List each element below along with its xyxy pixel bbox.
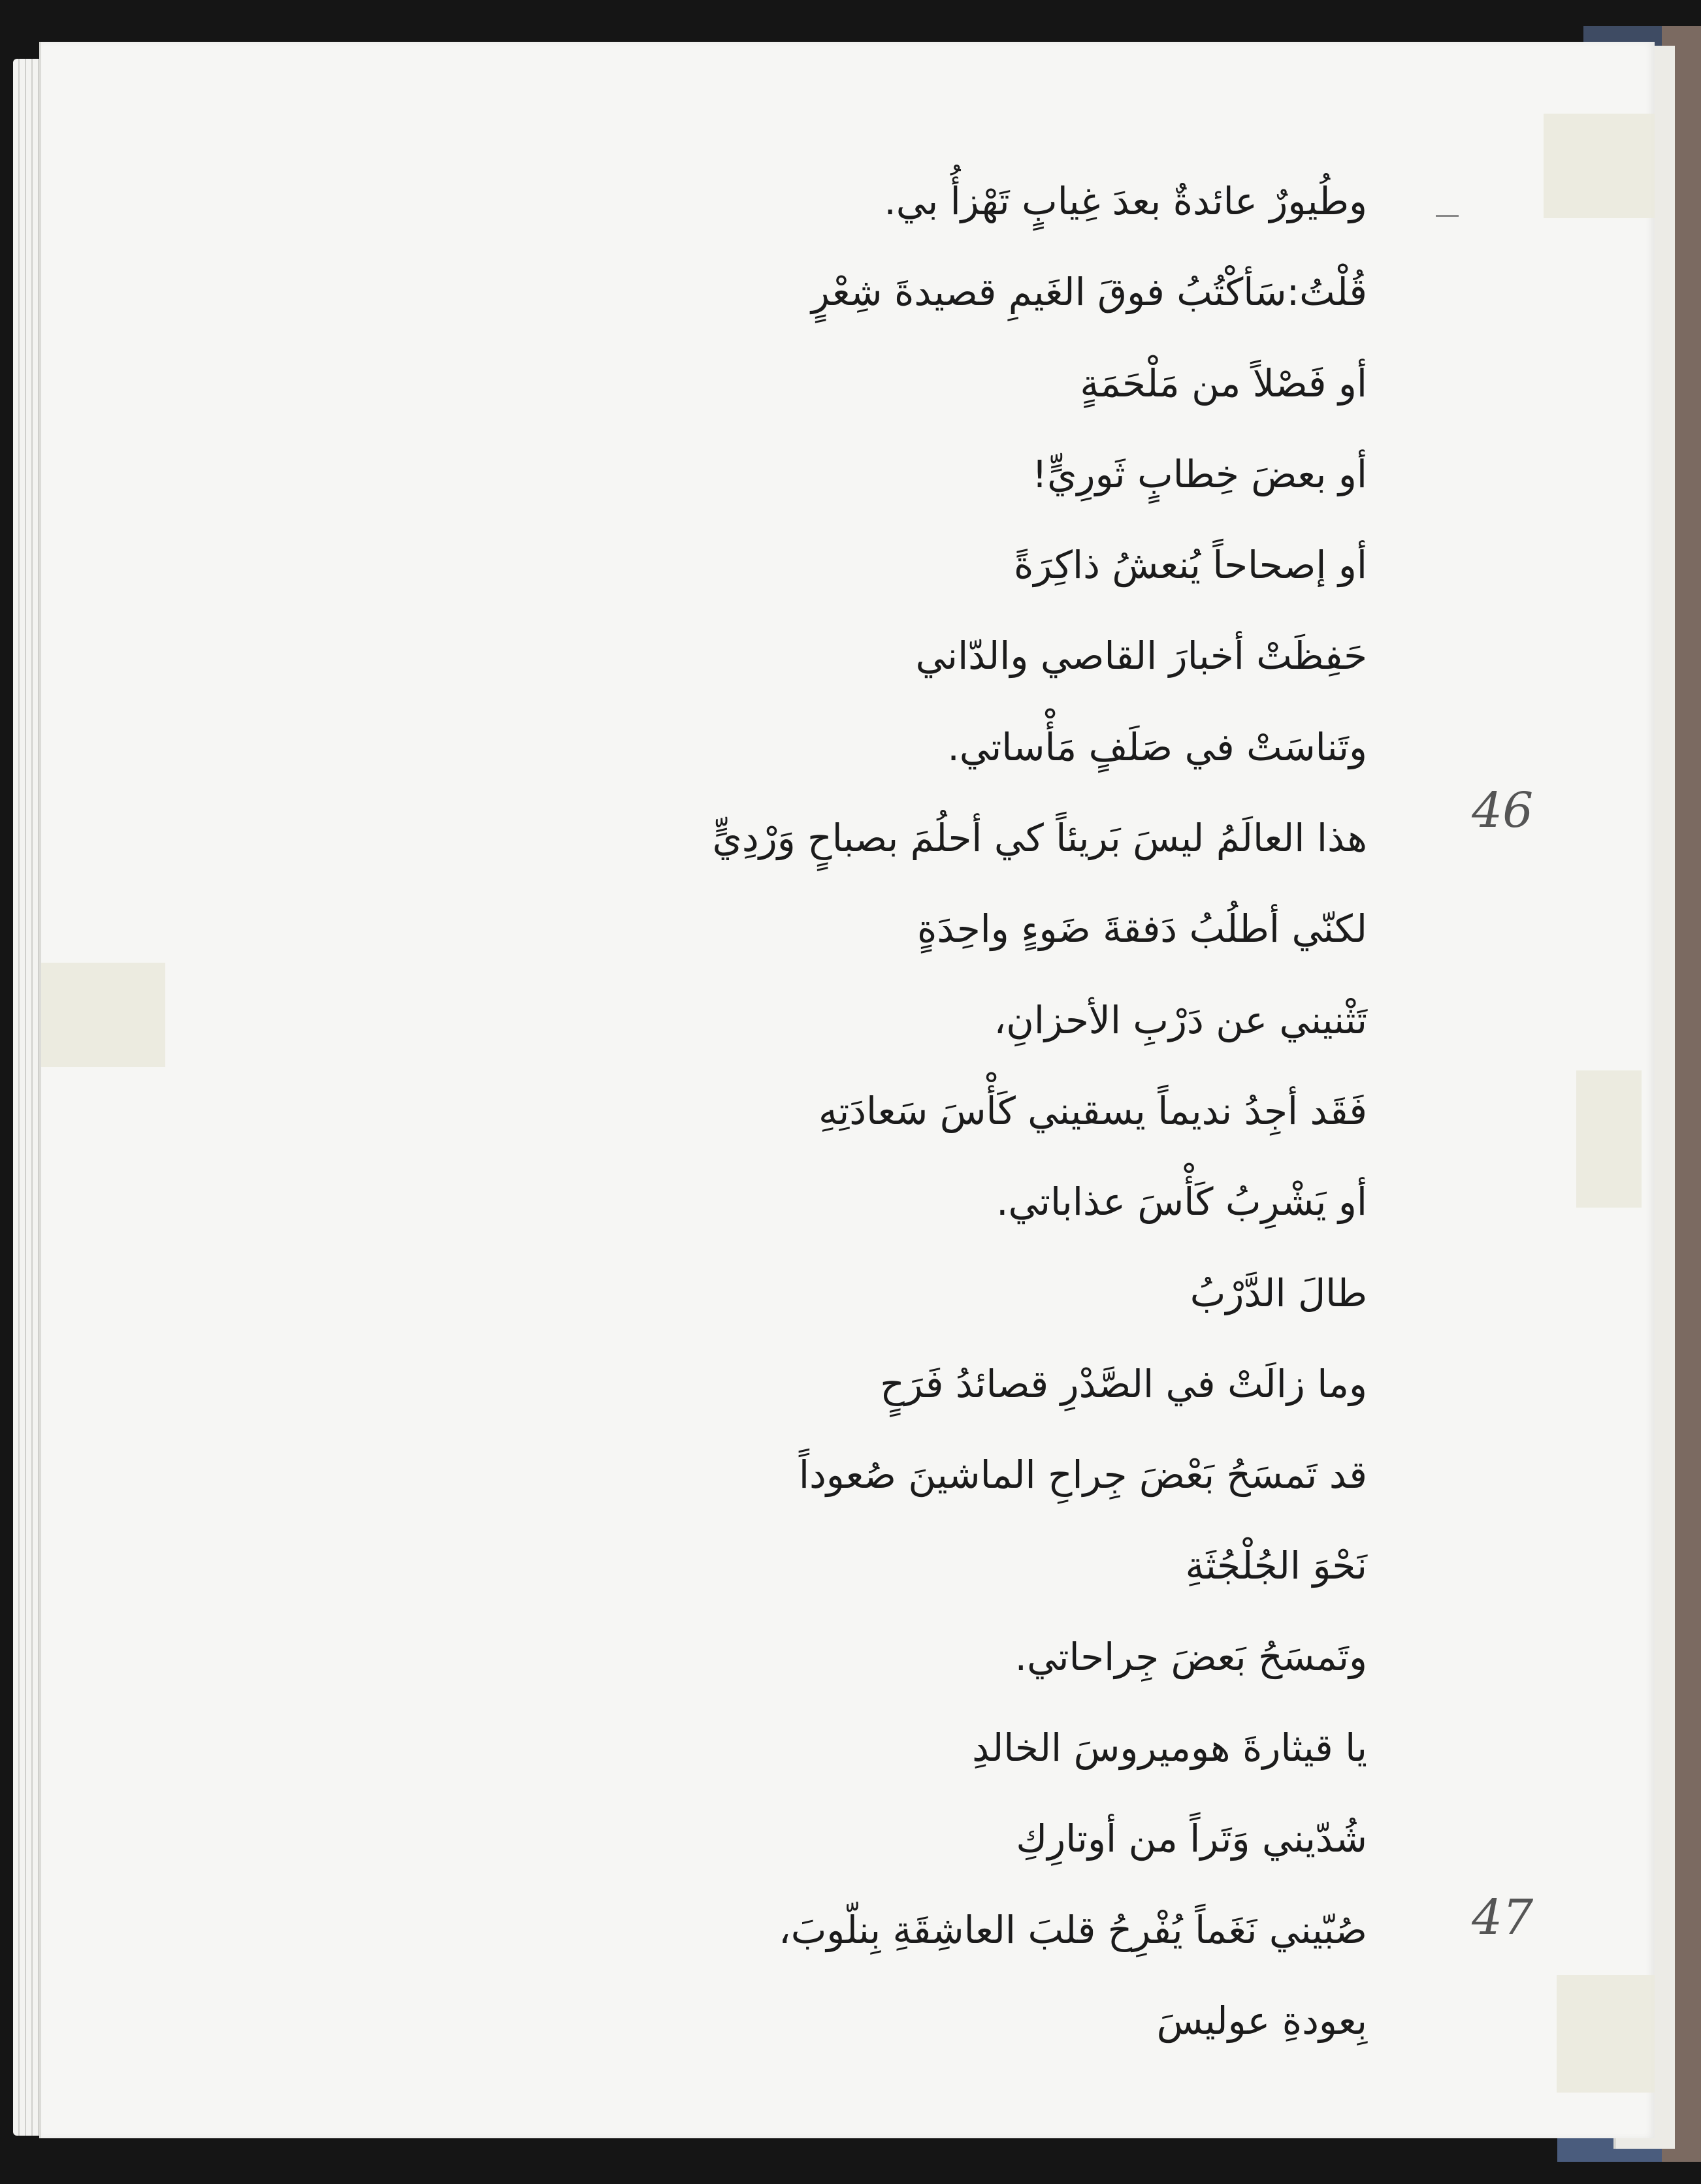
poem-line: تَثْنيني عن دَرْبِ الأحزانِ، [994, 997, 1367, 1042]
poem-text [453, 156, 1367, 2066]
poem-line: وتَمسَحُ بَعضَ جِراحاتي. [1014, 1634, 1367, 1679]
poem-line: حَفِظَتْ أخبارَ القاصي والدّاني [915, 634, 1367, 679]
tape-strip [1576, 1070, 1642, 1208]
page-sheet [39, 42, 1655, 2138]
poem-line: هذا العالَمُ ليسَ بَريئاً كي أحلُمَ بصباحٍ وَرْدِيٍّ [712, 816, 1367, 861]
poem-line: قد تَمسَحُ بَعْضَ جِراحِ الماشينَ صُعوداً [798, 1453, 1367, 1498]
poem-line: شُدّيني وَتَراً من أوتارِكِ [1016, 1816, 1367, 1861]
page-number: 47 [1472, 1889, 1534, 1946]
poem-line: صُبّيني نَغَماً يُفْرِحُ قلبَ العاشِقَةِ بِنلّوبَ، [778, 1907, 1367, 1952]
poem-line: أو إصحاحاً يُنعشُ ذاكِرَةً [1014, 543, 1367, 588]
poem-line: قُلْتُ:سَأكْتُبُ فوقَ الغَيمِ قصيدةَ شِعْرٍ [811, 270, 1367, 315]
poem-line: وما زالَتْ في الصَّدْرِ قصائدُ فَرَحٍ [880, 1361, 1367, 1406]
tape-strip [1557, 1975, 1655, 2093]
poem-line: يا قيثارةَ هوميروسَ الخالدِ [972, 1726, 1367, 1771]
poem-line: أو يَشْرِبُ كَأْسَ عذاباتي. [996, 1180, 1367, 1225]
poem-line: لكنّي أطلُبُ دَفقةَ ضَوءٍ واحِدَةٍ [916, 907, 1367, 952]
margin-mark [1436, 215, 1459, 217]
poem-line: وطُيورٌ عائدةٌ بعدَ غِيابٍ تَهْزأُ بي. [884, 179, 1367, 223]
poem-line: أو فَصْلاً من مَلْحَمَةٍ [1080, 361, 1367, 406]
tape-strip [1544, 114, 1655, 218]
poem-line: طالَ الدَّرْبُ [1190, 1270, 1367, 1315]
poem-line: بِعودةِ عوليسَ [1156, 1998, 1367, 2043]
poem-line: وتَناسَتْ في صَلَفٍ مَأْساتي. [947, 724, 1367, 769]
tape-strip [41, 963, 165, 1067]
page-number: 46 [1472, 782, 1534, 839]
poem-line: نَحْوَ الجُلْجُثَةِ [1185, 1543, 1367, 1588]
poem-line: فَقَد أجِدُ نديماً يسقيني كَأْسَ سَعادَتِهِ [818, 1088, 1367, 1133]
poem-line: أو بعضَ خِطابٍ ثَورِيٍّ! [1031, 451, 1367, 496]
